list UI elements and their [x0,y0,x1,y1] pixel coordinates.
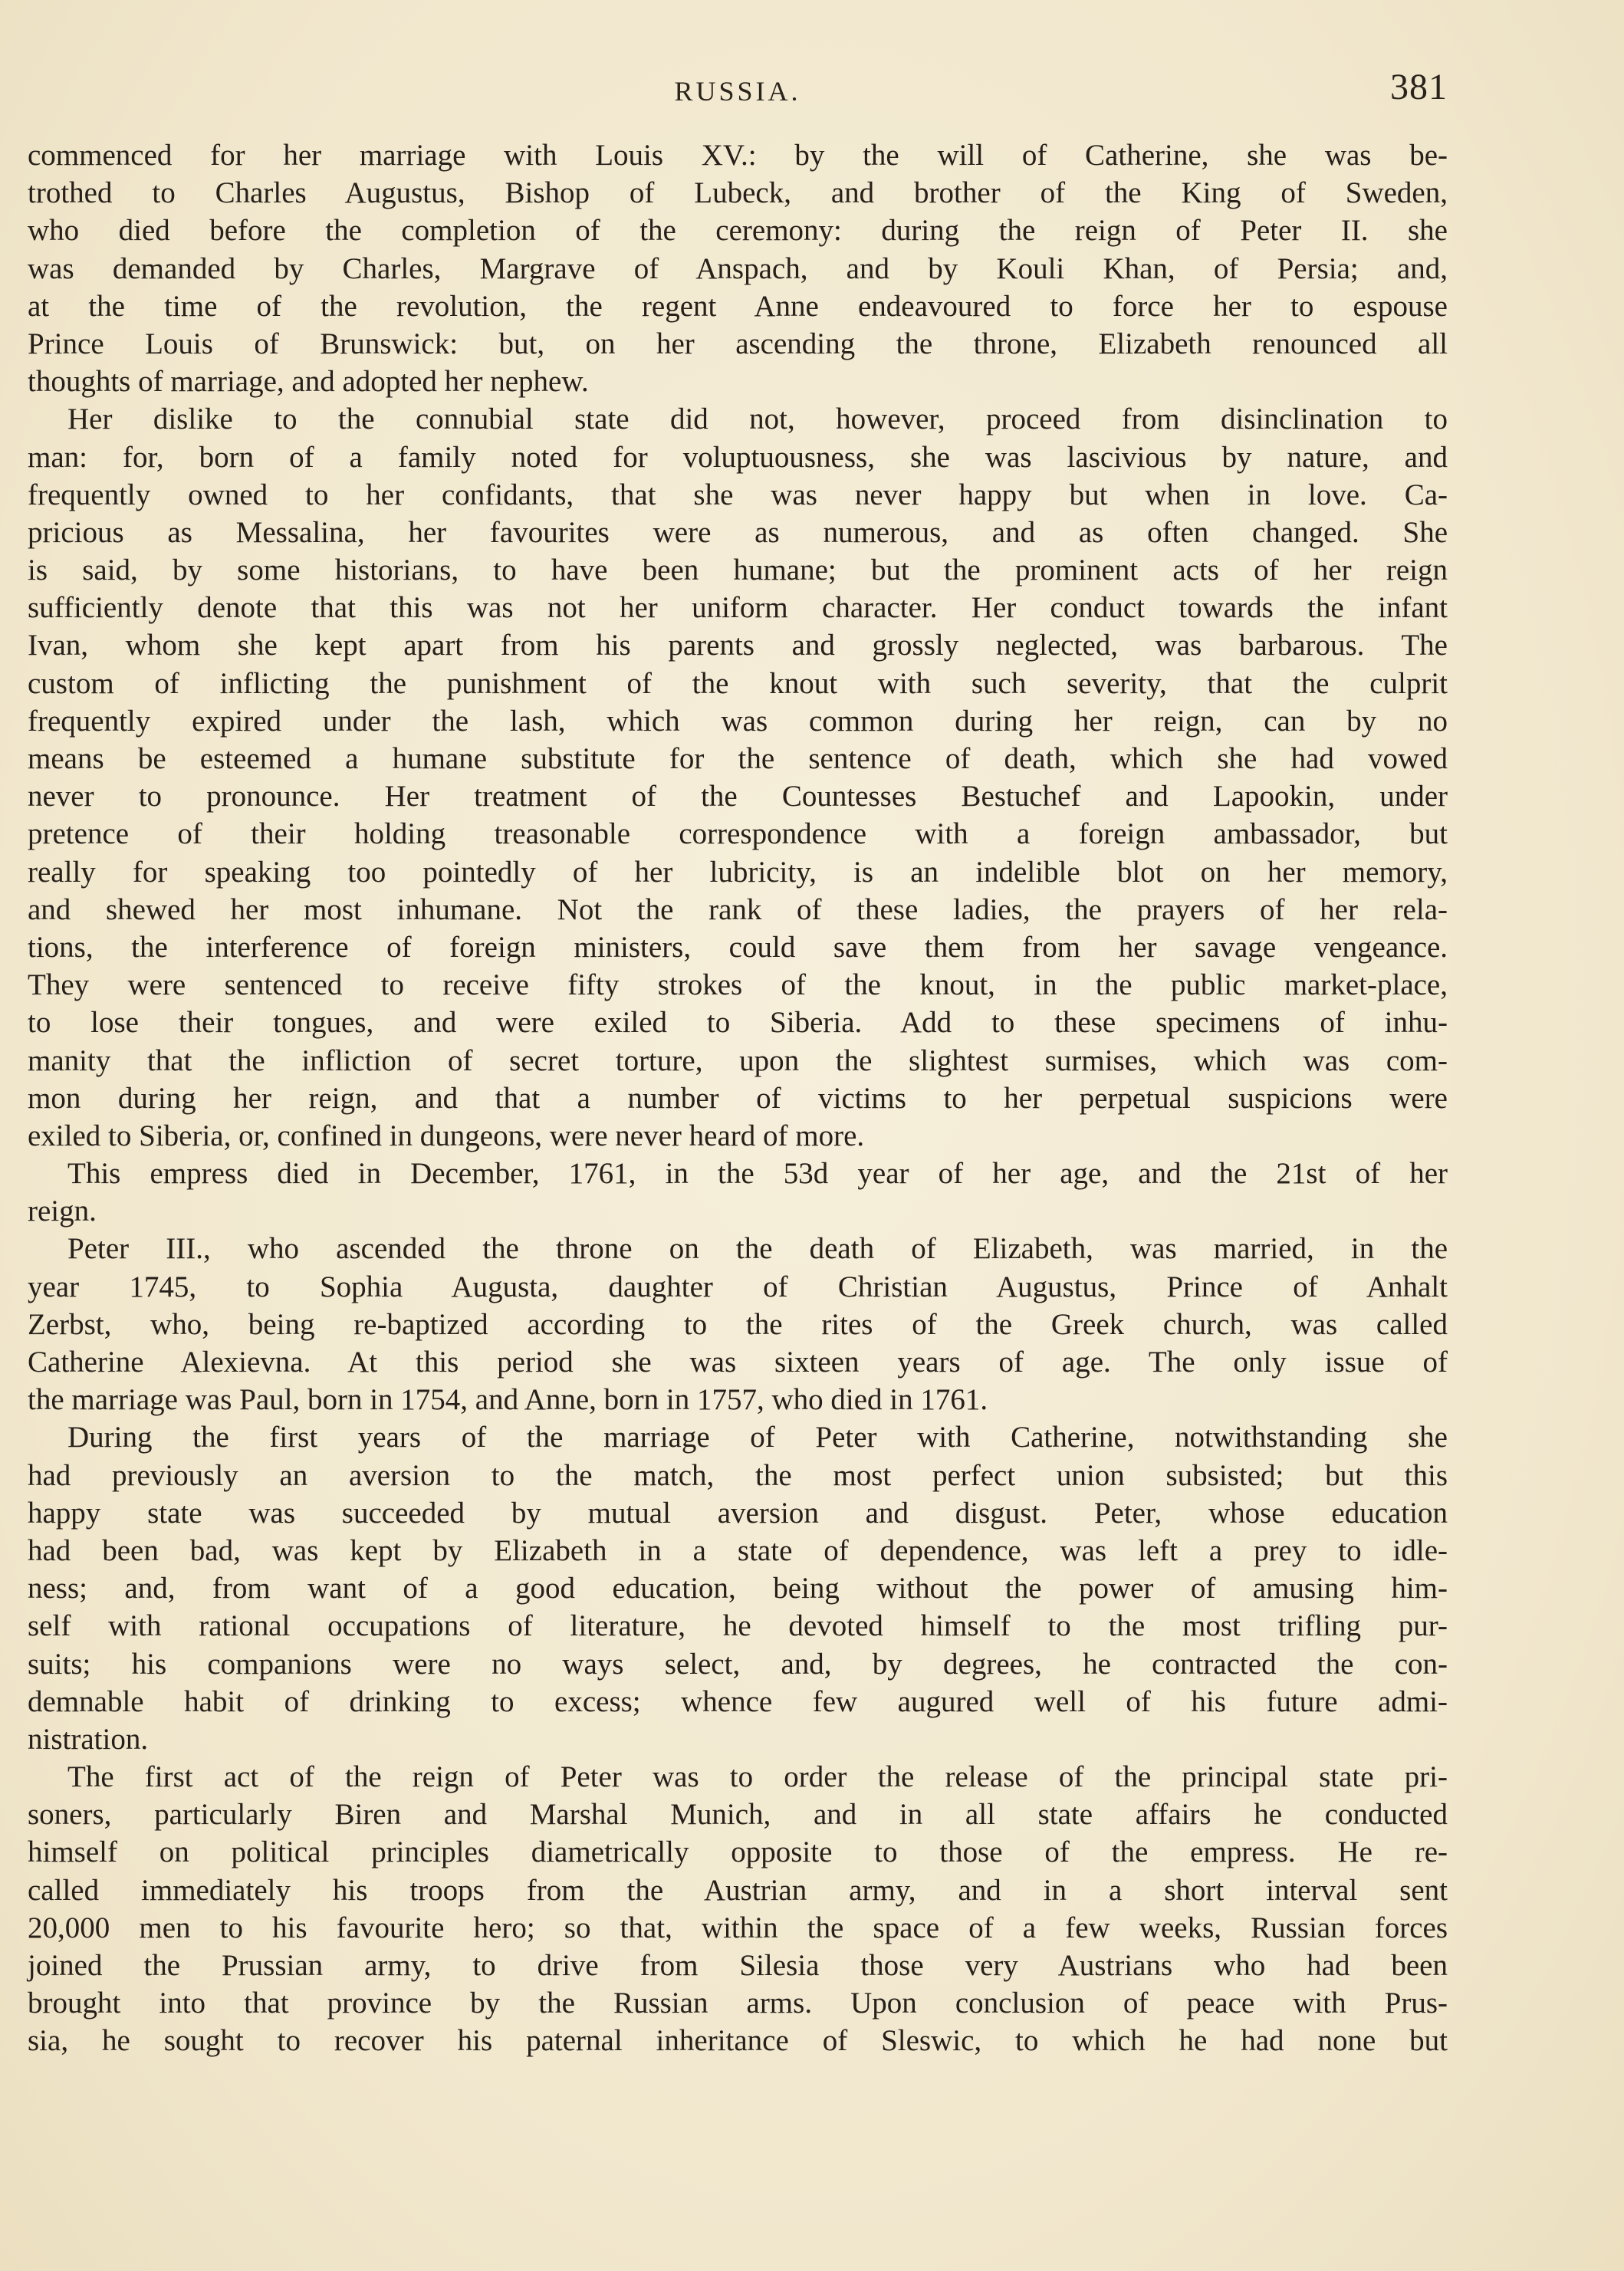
text-line: Prince Louis of Brunswick: but, on her ascending the throne, Elizabeth renounced all [28,327,1448,360]
text-line: They were sentenced to receive fifty strokes of the knout, in the public market-place, [28,968,1448,1002]
page-number: 381 [1390,67,1448,107]
text-line: Her dislike to the connubial state did not, however, proceed from disinclination to [67,403,1448,436]
running-head: RUSSIA. [674,76,801,107]
body-text [28,136,1448,2060]
text-line: who died before the completion of the ceremony: during the reign of Peter II. she [28,214,1448,248]
text-line: never to pronounce. Her treatment of the Countesses Bestuchef and Lapookin, under [28,780,1448,813]
text-line: trothed to Charles Augustus, Bishop of Lubeck, and brother of the King of Sweden, [28,176,1448,210]
text-line: pretence of their holding treasonable correspondence with a foreign ambassador, but [28,817,1448,851]
text-line: called immediately his troops from the Austrian army, and in a short interval sent [28,1873,1448,1907]
text-line: During the first years of the marriage of Peter with Catherine, notwithstanding she [67,1421,1448,1454]
text-line: custom of inflicting the punishment of the knout with such severity, that the culprit [28,666,1448,700]
text-line: had previously an aversion to the match, the most perfect union subsisted; but this [28,1458,1448,1492]
text-line: year 1745, to Sophia Augusta, daughter of Christian Augustus, Prince of Anhalt [28,1270,1448,1303]
text-line: commenced for her marriage with Louis XV.: by the will of Catherine, she was be- [28,139,1448,172]
text-line: This empress died in December, 1761, in the 53d year of her age, and the 21st of her [67,1157,1448,1191]
text-line: thoughts of marriage, and adopted her nephew. [28,365,589,399]
text-line: frequently expired under the lash, which was common during her reign, can by no [28,704,1448,738]
text-line: nistration. [28,1722,149,1756]
text-line: self with rational occupations of literature, he devoted himself to the most trifling pur- [28,1609,1448,1643]
text-line: man: for, born of a family noted for voluptuousness, she was lascivious by nature, and [28,440,1448,474]
paragraph [28,1155,1448,1230]
paragraph [28,400,1448,1155]
paragraph [28,1230,1448,1418]
text-line: Zerbst, who, being re-baptized according to the rites of the Greek church, was called [28,1307,1448,1341]
text-line: was demanded by Charles, Margrave of Anspach, and by Kouli Khan, of Persia; and, [28,251,1448,285]
text-line: tions, the interference of foreign ministers, could save them from her savage vengeance. [28,930,1448,964]
text-line: suits; his companions were no ways select, and, by degrees, he contracted the con- [28,1647,1448,1681]
text-line: brought into that province by the Russian arms. Upon conclusion of peace with Prus- [28,1987,1448,2020]
text-line: Peter III., who ascended the throne on the death of Elizabeth, was married, in the [67,1232,1448,1266]
text-line: exiled to Siberia, or, confined in dungeons, were never heard of more. [28,1119,865,1152]
text-line: frequently owned to her confidants, that she was never happy but when in love. Ca- [28,478,1448,511]
text-line: the marriage was Paul, born in 1754, and Anne, born in 1757, who died in 1761. [28,1383,988,1417]
text-line: soners, particularly Biren and Marshal Munich, and in all state affairs he conducted [28,1798,1448,1832]
text-line: happy state was succeeded by mutual aversion and disgust. Peter, whose education [28,1496,1448,1530]
text-line: had been bad, was kept by Elizabeth in a state of dependence, was left a prey to idle- [28,1533,1448,1567]
paragraph [28,1758,1448,2060]
text-line: sia, he sought to recover his paternal inheritance of Sleswic, to which he had none but [28,2024,1448,2058]
text-line: pricious as Messalina, her favourites were as numerous, and as often changed. She [28,515,1448,549]
text-line: manity that the infliction of secret torture, upon the slightest surmises, which was com- [28,1043,1448,1077]
text-line: mon during her reign, and that a number of victims to her perpetual suspicions were [28,1081,1448,1115]
text-line: sufficiently denote that this was not her uniform character. Her conduct towards the infant [28,591,1448,625]
page-header [28,67,1448,113]
paragraph [28,1418,1448,1758]
text-line: at the time of the revolution, the regent Anne endeavoured to force her to espouse [28,289,1448,323]
text-line: really for speaking too pointedly of her lubricity, is an indelible blot on her memory, [28,855,1448,889]
text-line: reign. [28,1195,97,1228]
text-line: demnable habit of drinking to excess; whence few augured well of his future admi- [28,1684,1448,1718]
text-line: himself on political principles diametrically opposite to those of the empress. He re- [28,1836,1448,1869]
text-line: The first act of the reign of Peter was to order the release of the principal state pri- [67,1760,1448,1794]
text-line: and shewed her most inhumane. Not the rank of these ladies, the prayers of her rela- [28,892,1448,926]
paragraph [28,136,1448,400]
text-line: joined the Prussian army, to drive from Silesia those very Austrians who had been [28,1949,1448,1982]
text-line: 20,000 men to his favourite hero; so that, within the space of a few weeks, Russian forces [28,1911,1448,1944]
text-line: means be esteemed a humane substitute for the sentence of death, which she had vowed [28,742,1448,775]
text-line: ness; and, from want of a good education, being without the power of amusing him- [28,1572,1448,1605]
text-line: Catherine Alexievna. At this period she was sixteen years of age. The only issue of [28,1346,1448,1379]
text-line: is said, by some historians, to have been humane; but the prominent acts of her reign [28,554,1448,587]
text-line: Ivan, whom she kept apart from his parents and grossly neglected, was barbarous. The [28,629,1448,662]
text-line: to lose their tongues, and were exiled to Siberia. Add to these specimens of inhu- [28,1006,1448,1040]
